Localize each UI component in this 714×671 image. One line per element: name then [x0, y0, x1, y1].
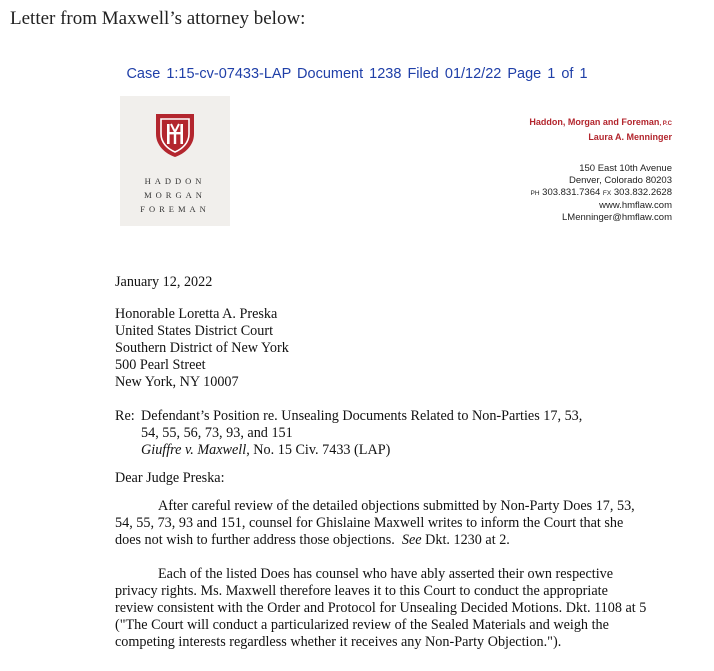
phone-label: PH [530, 190, 540, 197]
firm-block [529, 116, 672, 144]
case-header [0, 66, 714, 82]
paragraph-line: competing interests regardless whether it receives any Non-Party Objection."). [115, 634, 562, 650]
intro-caption: Letter from Maxwell’s attorney below: [10, 8, 306, 29]
docket-cite: Dkt. 1230 at 2. [425, 532, 510, 548]
fax-number: 303.832.2628 [613, 187, 672, 198]
paragraph-line: ("The Court will conduct a particularized review of the Sealed Materials and weigh the [115, 617, 609, 633]
case-number: Case 1:15-cv-07433-LAP [126, 66, 291, 82]
paragraph-line: review consistent with the Order and Protocol for Unsealing Decided Motions. Dkt. 1108 at 5 [115, 600, 647, 616]
paragraph-line: privacy rights. Ms. Maxwell therefore leaves it to this Court to conduct the appropriate [115, 583, 608, 599]
recipient-line: United States District Court [115, 323, 274, 339]
page-count: Page 1 of 1 [507, 66, 588, 82]
re-line-1: Defendant’s Position re. Unsealing Documents Related to Non-Parties 17, 53, [141, 408, 583, 424]
letter-date: January 12, 2022 [115, 274, 213, 290]
paragraph-line: does not wish to further address those objections. [115, 532, 395, 548]
filed-date: Filed 01/12/22 [407, 66, 502, 82]
firm-name: Haddon, Morgan and Foreman [529, 117, 660, 127]
recipient-line: Southern District of New York [115, 340, 289, 356]
paragraph-2 [115, 566, 655, 651]
attorney-email: LMenninger@hmflaw.com [562, 212, 672, 223]
firm-website: www.hmflaw.com [599, 200, 672, 211]
paragraph-line: 54, 55, 73, 93 and 151, counsel for Ghislaine Maxwell writes to inform the Court that she [115, 515, 624, 531]
attorney-name: Laura A. Menninger [588, 132, 672, 142]
re-case-name: Giuffre v. Maxwell [141, 442, 247, 458]
re-label: Re: [115, 408, 135, 424]
re-line-2: 54, 55, 56, 73, 93, and 151 [141, 425, 293, 441]
fax-label: FX [602, 190, 612, 197]
recipient-block [115, 306, 289, 391]
paragraph-line: Each of the listed Does has counsel who have ably asserted their own respective [158, 566, 614, 582]
logo-word-foreman: FOREMAN [140, 204, 210, 214]
phone-number: 303.831.7364 [542, 187, 601, 198]
see-signal: See [401, 532, 422, 548]
address-street: 150 East 10th Avenue [579, 163, 672, 174]
recipient-line: New York, NY 10007 [115, 374, 239, 390]
paragraph-1 [115, 498, 655, 549]
firm-logo [120, 96, 230, 226]
recipient-line: 500 Pearl Street [115, 357, 206, 373]
address-phones [530, 187, 672, 200]
document-number: Document 1238 [297, 66, 402, 82]
address-city: Denver, Colorado 80203 [569, 175, 672, 186]
re-case-number: , No. 15 Civ. 7433 (LAP) [246, 442, 391, 458]
recipient-line: Honorable Loretta A. Preska [115, 306, 278, 322]
paragraph-line: After careful review of the detailed objections submitted by Non-Party Does 17, 53, [158, 498, 635, 514]
letter-document [0, 52, 714, 671]
firm-suffix: , P.C [659, 121, 672, 127]
salutation: Dear Judge Preska: [115, 470, 225, 486]
logo-word-morgan: MORGAN [144, 190, 206, 200]
firm-address [530, 163, 672, 224]
re-block [115, 408, 582, 459]
logo-word-haddon: HADDON [144, 176, 206, 186]
shield-icon [150, 110, 200, 160]
